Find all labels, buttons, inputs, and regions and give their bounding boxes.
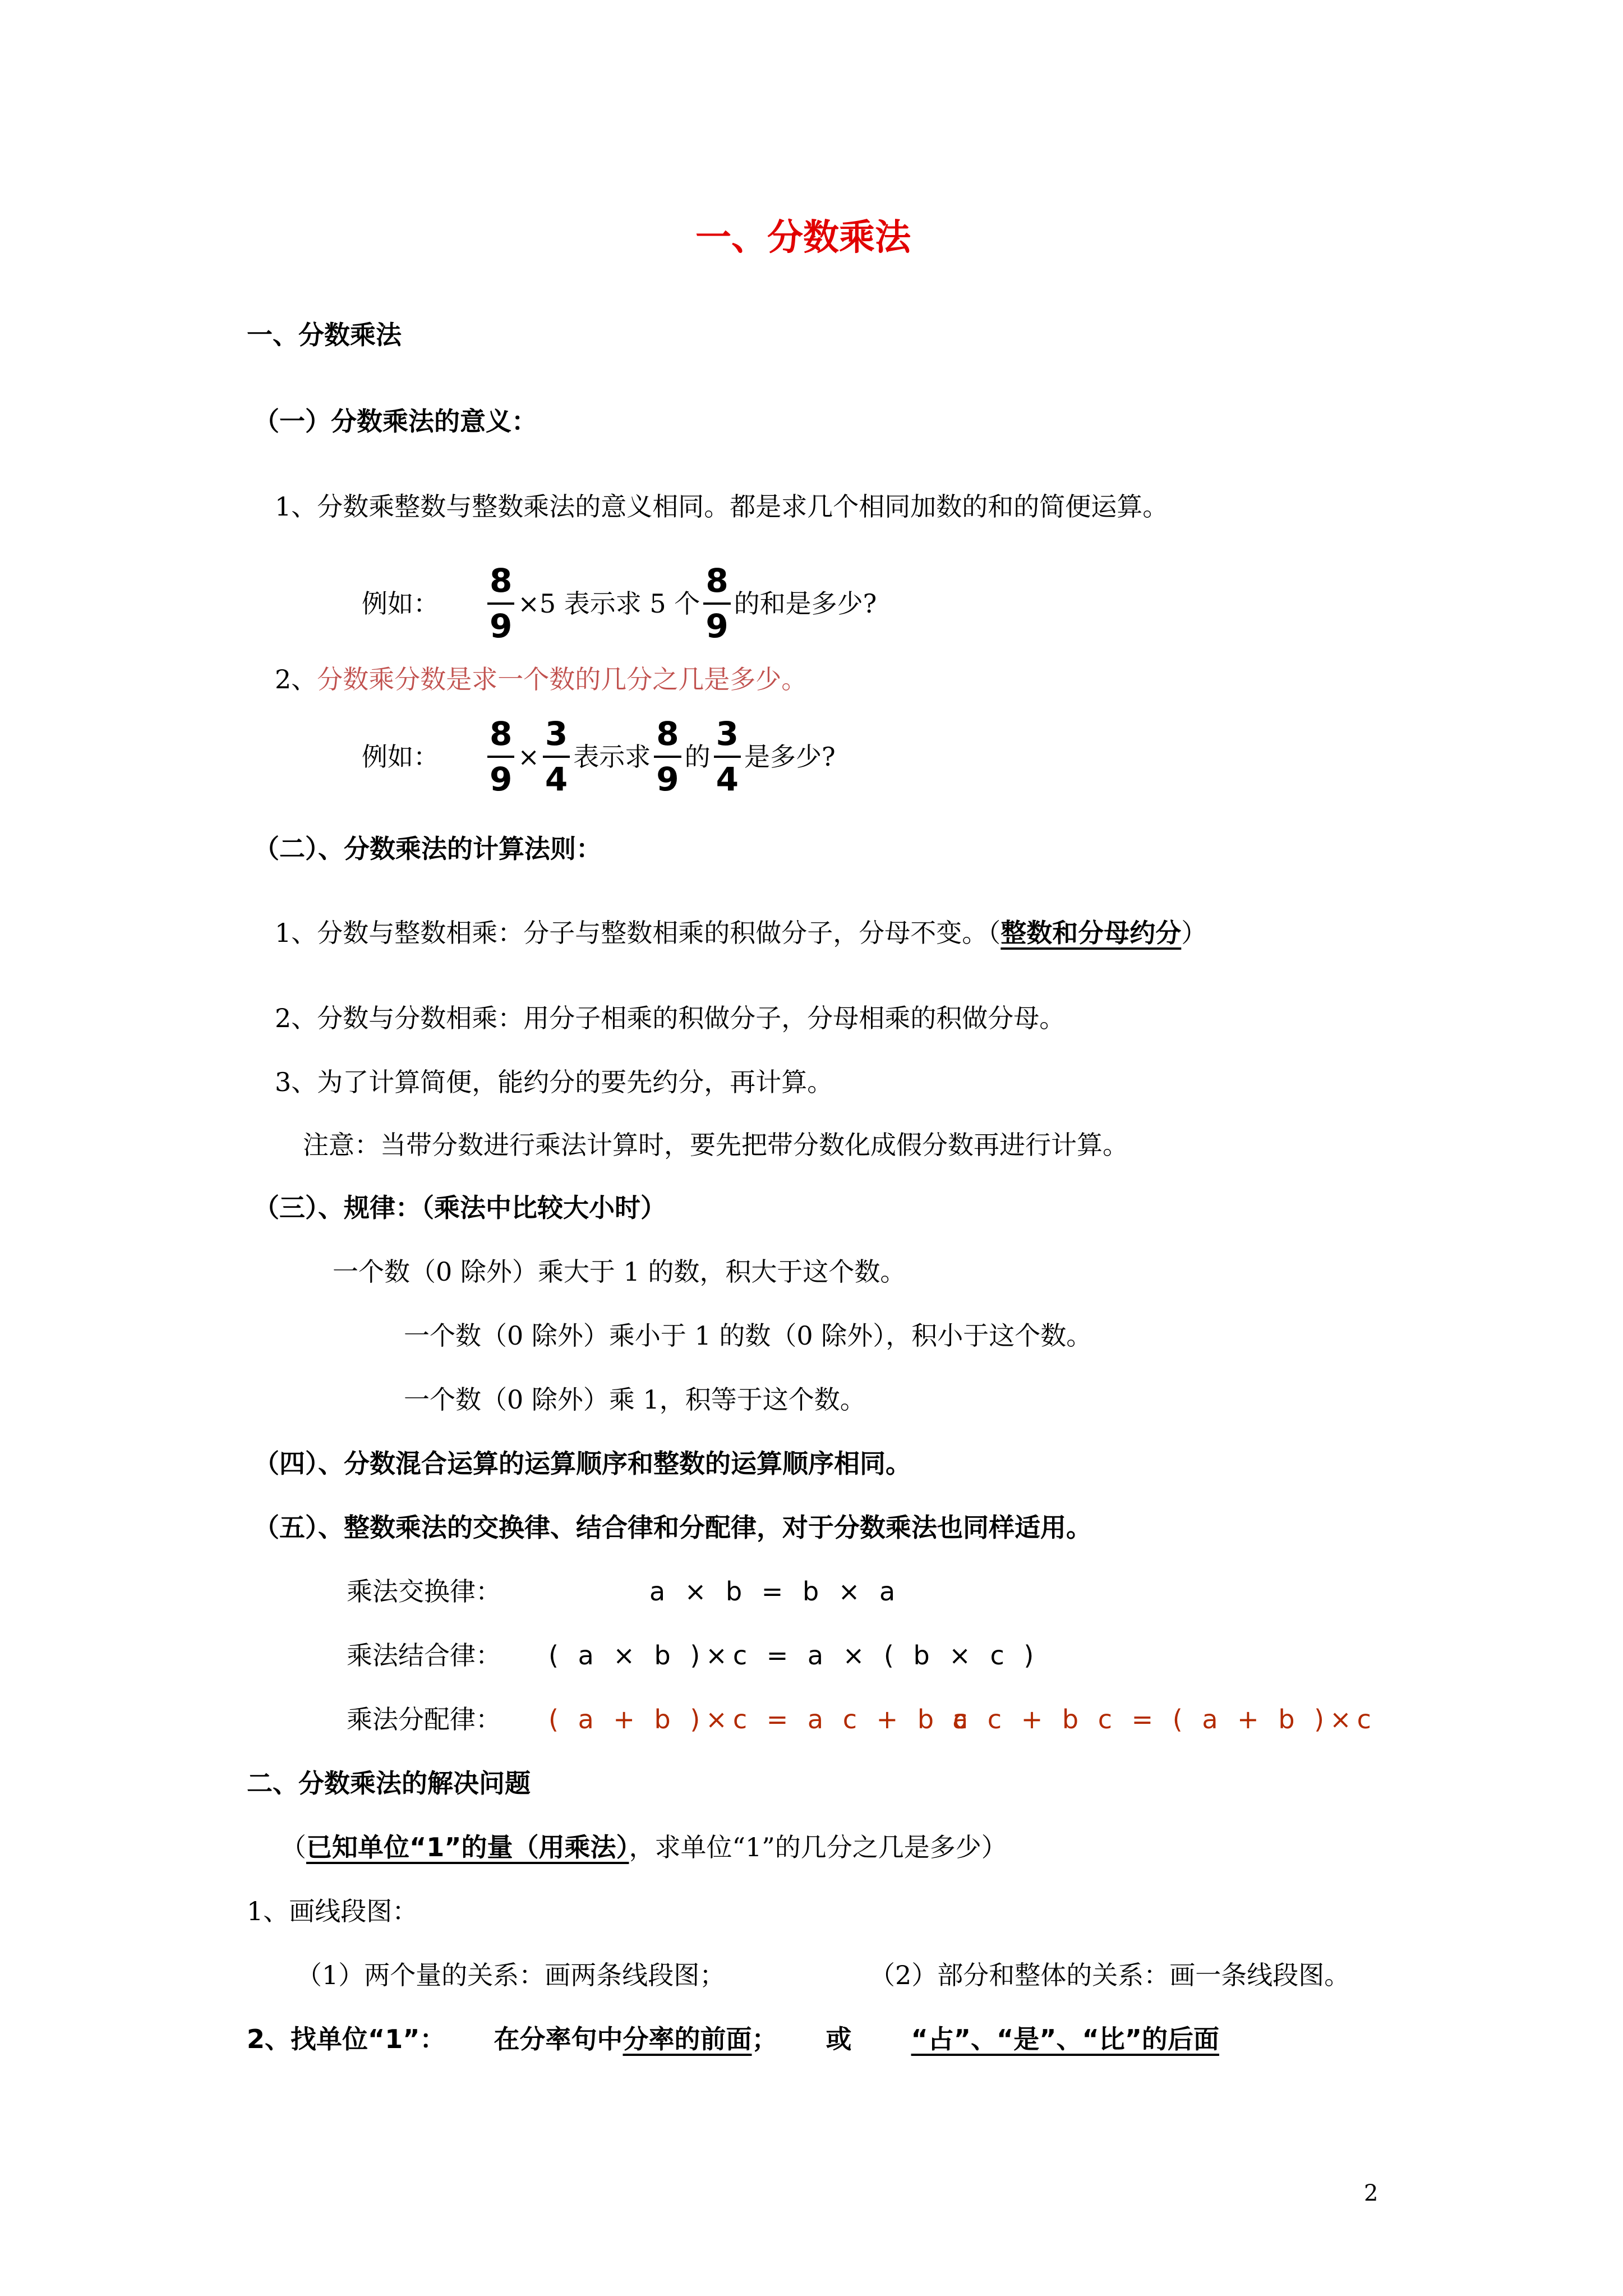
pattern-1: 一个数（0 除外）乘大于 1 的数，积大于这个数。 (333, 1257, 906, 1287)
fraction: $\frac{3}{4}$ (543, 717, 570, 797)
law-formula: ( a + b )×c = a c + b c (548, 1704, 973, 1734)
find-unit-one (247, 2026, 1219, 2052)
emphasis-text: 分率的前面 (623, 2024, 752, 2054)
subsection-pattern-heading: （三）、规律：（乘法中比较大小时） (253, 1193, 666, 1223)
note-text: ，求单位“1”的几分之几是多少） (629, 1832, 1007, 1862)
commutative-law (347, 1576, 901, 1607)
law-label: 乘法结合律： (347, 1640, 501, 1671)
find-label: 找单位“1”： (291, 2024, 446, 2054)
example-1 (362, 564, 877, 643)
distributive-law (347, 1704, 1377, 1734)
law-formula: a c + b c = ( a + b )×c (952, 1704, 1377, 1734)
highlighted-text: 分数乘分数是求一个数的几分之几是多少。 (317, 664, 808, 694)
known-unit-note (280, 1834, 1007, 1860)
bracket: （ (280, 1832, 306, 1862)
example-label: 例如： (362, 588, 439, 619)
emphasis-text: 已知单位“1”的量（用乘法） (306, 1832, 629, 1862)
subsection-laws-heading: （五）、整数乘法的交换律、结合律和分配律，对于分数乘法也同样适用。 (253, 1512, 1092, 1543)
fraction: $\frac{8}{9}$ (654, 717, 681, 797)
rule-text: 1、分数与整数相乘：分子与整数相乘的积做分子，分母不变。（ (275, 918, 1001, 948)
meaning-point-2 (275, 666, 807, 692)
fraction: $\frac{8}{9}$ (487, 717, 514, 797)
separator: ； (751, 2024, 778, 2054)
example-text: × (518, 741, 540, 772)
rule-point-1 (275, 920, 1207, 946)
meaning-point-1: 1、分数乘整数与整数乘法的意义相同。都是求几个相同加数的和的简便运算。 (275, 491, 1169, 522)
example-label: 例如： (362, 741, 439, 772)
emphasis-text: “占”、“是”、“比”的后面 (911, 2024, 1219, 2054)
page-number: 2 (1364, 2180, 1378, 2206)
or-text: 或 (826, 2024, 852, 2054)
fraction: $\frac{8}{9}$ (487, 564, 514, 643)
law-label: 乘法交换律： (347, 1576, 501, 1607)
fraction: $\frac{3}{4}$ (714, 717, 741, 797)
law-formula: ( a × b )×c = a × ( b × c ) (548, 1640, 1040, 1671)
associative-law (347, 1640, 1040, 1671)
rule-note: 注意：当带分数进行乘法计算时，要先把带分数化成假分数再进行计算。 (303, 1130, 1128, 1160)
emphasis-text: 整数和分母约分 (1000, 918, 1182, 948)
example-2 (362, 717, 836, 797)
find-text: 在分率句中 (494, 2024, 623, 2054)
part-whole-relation: （2）部分和整体的关系：画一条线段图。 (869, 1960, 1350, 1990)
example-text: 是多少? (744, 741, 836, 772)
point-number: 2、 (247, 2024, 291, 2054)
rule-point-2: 2、分数与分数相乘：用分子相乘的积做分子，分母相乘的积做分母。 (275, 1003, 1066, 1033)
example-text: 的 (684, 741, 711, 772)
fraction: $\frac{8}{9}$ (703, 564, 730, 643)
pattern-3: 一个数（0 除外）乘 1，积等于这个数。 (404, 1384, 866, 1415)
example-text: 表示求 (573, 741, 651, 772)
law-formula: a × b = b × a (649, 1576, 901, 1607)
section-heading-problem-solving: 二、分数乘法的解决问题 (247, 1768, 531, 1798)
two-quantities-relation: （1）两个量的关系：画两条线段图； (296, 1960, 726, 1990)
pattern-2: 一个数（0 除外）乘小于 1 的数（0 除外），积小于这个数。 (404, 1320, 1092, 1351)
subsection-order-heading: （四）、分数混合运算的运算顺序和整数的运算顺序相同。 (253, 1448, 911, 1479)
point-number: 2、 (275, 664, 317, 694)
section-heading-fraction-multiplication: 一、分数乘法 (247, 320, 402, 350)
subsection-meaning-heading: （一）分数乘法的意义： (253, 406, 537, 436)
example-text: ×5 表示求 5 个 (518, 588, 700, 619)
draw-diagram-heading: 1、画线段图： (247, 1896, 418, 1926)
page-title: 一、分数乘法 (695, 217, 911, 259)
subsection-rules-heading: （二）、分数乘法的计算法则： (253, 834, 602, 864)
law-label: 乘法分配律： (347, 1704, 501, 1734)
rule-point-3: 3、为了计算简便，能约分的要先约分，再计算。 (275, 1067, 833, 1097)
example-text: 的和是多少? (734, 588, 877, 619)
rule-text-end: ） (1181, 918, 1207, 948)
